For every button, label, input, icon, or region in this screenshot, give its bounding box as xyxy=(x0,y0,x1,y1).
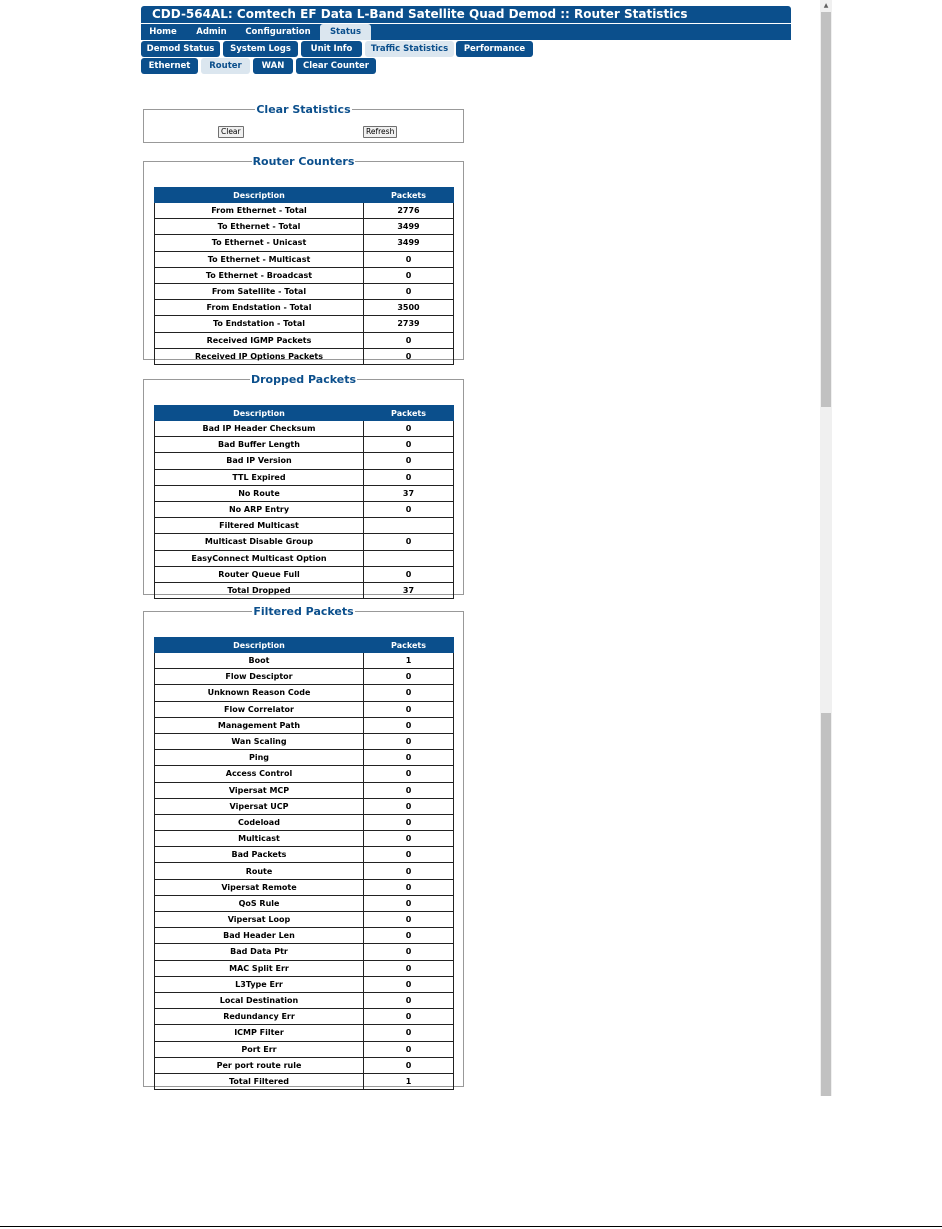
row-description: QoS Rule xyxy=(155,895,364,911)
tab-clear-counter[interactable]: Clear Counter xyxy=(296,58,376,74)
table-row xyxy=(155,332,454,348)
table-row xyxy=(155,251,454,267)
table-row xyxy=(155,582,454,598)
table-row xyxy=(155,534,454,550)
row-packets-value: 0 xyxy=(364,733,454,749)
dropped-packets-body xyxy=(155,421,454,599)
row-packets-value xyxy=(364,550,454,566)
row-packets-value: 0 xyxy=(364,332,454,348)
dropped-packets-legend: Dropped Packets xyxy=(250,373,357,386)
table-row xyxy=(155,669,454,685)
row-description: Vipersat MCP xyxy=(155,782,364,798)
tab-system-logs[interactable]: System Logs xyxy=(223,41,298,57)
table-row xyxy=(155,437,454,453)
row-packets-value: 1 xyxy=(364,1073,454,1089)
row-packets-value: 0 xyxy=(364,992,454,1008)
row-packets-value: 0 xyxy=(364,782,454,798)
table-row xyxy=(155,421,454,437)
table-row xyxy=(155,944,454,960)
row-description: Bad Header Len xyxy=(155,928,364,944)
row-description: Multicast xyxy=(155,831,364,847)
row-description: Received IP Options Packets xyxy=(155,348,364,364)
row-description: Flow Desciptor xyxy=(155,669,364,685)
row-description: Total Filtered xyxy=(155,1073,364,1089)
column-header-packets: Packets xyxy=(364,406,454,421)
row-packets-value: 0 xyxy=(364,912,454,928)
table-row xyxy=(155,1025,454,1041)
table-row xyxy=(155,203,454,219)
tab-home[interactable]: Home xyxy=(141,24,185,40)
row-packets-value: 0 xyxy=(364,1057,454,1073)
refresh-button[interactable]: Refresh xyxy=(363,126,397,138)
tab-ethernet[interactable]: Ethernet xyxy=(141,58,198,74)
row-description: To Ethernet - Broadcast xyxy=(155,267,364,283)
row-description: Redundancy Err xyxy=(155,1009,364,1025)
table-row xyxy=(155,701,454,717)
vertical-scrollbar[interactable] xyxy=(820,0,832,1096)
row-packets-value: 0 xyxy=(364,895,454,911)
router-counters-panel xyxy=(143,155,464,360)
row-packets-value: 3499 xyxy=(364,235,454,251)
tab-performance[interactable]: Performance xyxy=(456,41,533,57)
row-description: Bad IP Header Checksum xyxy=(155,421,364,437)
table-row xyxy=(155,831,454,847)
dropped-packets-table xyxy=(154,405,454,599)
row-description: Access Control xyxy=(155,766,364,782)
tab-status[interactable]: Status xyxy=(320,24,371,40)
row-packets-value: 0 xyxy=(364,1025,454,1041)
row-packets-value: 0 xyxy=(364,863,454,879)
table-row xyxy=(155,976,454,992)
table-row xyxy=(155,501,454,517)
table-row xyxy=(155,518,454,534)
column-header-packets: Packets xyxy=(364,638,454,653)
row-packets-value: 0 xyxy=(364,469,454,485)
table-row xyxy=(155,750,454,766)
tab-admin[interactable]: Admin xyxy=(187,24,236,40)
table-row xyxy=(155,653,454,669)
row-packets-value: 0 xyxy=(364,267,454,283)
table-row xyxy=(155,485,454,501)
table-row xyxy=(155,300,454,316)
router-counters-table xyxy=(154,187,454,365)
row-packets-value: 0 xyxy=(364,501,454,517)
row-description: Route xyxy=(155,863,364,879)
row-packets-value: 3500 xyxy=(364,300,454,316)
row-packets-value: 0 xyxy=(364,685,454,701)
row-packets-value: 2739 xyxy=(364,316,454,332)
table-row xyxy=(155,219,454,235)
row-description: To Ethernet - Multicast xyxy=(155,251,364,267)
table-header-row xyxy=(155,638,454,653)
table-row xyxy=(155,960,454,976)
table-row xyxy=(155,766,454,782)
scroll-up-arrow-icon[interactable]: ▲ xyxy=(823,2,829,9)
row-description: No ARP Entry xyxy=(155,501,364,517)
row-packets-value: 0 xyxy=(364,976,454,992)
tab-unit-info[interactable]: Unit Info xyxy=(301,41,362,57)
row-packets-value: 0 xyxy=(364,251,454,267)
row-packets-value: 0 xyxy=(364,669,454,685)
table-row xyxy=(155,550,454,566)
table-row xyxy=(155,1009,454,1025)
row-packets-value: 0 xyxy=(364,701,454,717)
row-description: Total Dropped xyxy=(155,582,364,598)
tab-demod-status[interactable]: Demod Status xyxy=(141,41,220,57)
table-row xyxy=(155,235,454,251)
row-packets-value: 2776 xyxy=(364,203,454,219)
row-description: TTL Expired xyxy=(155,469,364,485)
row-packets-value: 0 xyxy=(364,566,454,582)
row-description: Bad Data Ptr xyxy=(155,944,364,960)
router-counters-body xyxy=(155,203,454,365)
table-row xyxy=(155,283,454,299)
table-row xyxy=(155,1041,454,1057)
table-row xyxy=(155,814,454,830)
row-description: ICMP Filter xyxy=(155,1025,364,1041)
row-packets-value: 0 xyxy=(364,831,454,847)
column-header-packets: Packets xyxy=(364,188,454,203)
row-description: Vipersat UCP xyxy=(155,798,364,814)
dropped-packets-panel xyxy=(143,373,464,595)
tab-configuration[interactable]: Configuration xyxy=(238,24,318,40)
tab-traffic-statistics[interactable]: Traffic Statistics xyxy=(365,41,454,57)
row-packets-value: 1 xyxy=(364,653,454,669)
row-description: To Ethernet - Unicast xyxy=(155,235,364,251)
table-row xyxy=(155,847,454,863)
table-row xyxy=(155,798,454,814)
row-packets-value: 0 xyxy=(364,928,454,944)
row-packets-value: 0 xyxy=(364,879,454,895)
filtered-packets-body xyxy=(155,653,454,1090)
row-packets-value: 0 xyxy=(364,944,454,960)
clear-button[interactable]: Clear xyxy=(218,126,244,138)
table-row xyxy=(155,685,454,701)
table-header-row xyxy=(155,406,454,421)
row-packets-value: 0 xyxy=(364,750,454,766)
page-title: CDD-564AL: Comtech EF Data L-Band Satellite Quad Demod :: Router Statistics xyxy=(141,6,791,23)
row-packets-value: 0 xyxy=(364,766,454,782)
row-description: From Endstation - Total xyxy=(155,300,364,316)
row-packets-value: 0 xyxy=(364,1041,454,1057)
row-packets-value: 0 xyxy=(364,437,454,453)
row-description: Bad Buffer Length xyxy=(155,437,364,453)
table-row xyxy=(155,863,454,879)
row-packets-value xyxy=(364,518,454,534)
row-description: Ping xyxy=(155,750,364,766)
scrollbar-thumb-lower[interactable] xyxy=(821,713,831,1096)
table-row xyxy=(155,879,454,895)
row-description: Multicast Disable Group xyxy=(155,534,364,550)
table-row xyxy=(155,267,454,283)
row-description: Port Err xyxy=(155,1041,364,1057)
row-description: Boot xyxy=(155,653,364,669)
bottom-divider xyxy=(0,1226,942,1227)
row-description: Bad IP Version xyxy=(155,453,364,469)
table-row xyxy=(155,717,454,733)
row-description: Wan Scaling xyxy=(155,733,364,749)
clear-statistics-legend: Clear Statistics xyxy=(256,103,351,116)
table-row xyxy=(155,453,454,469)
row-description: No Route xyxy=(155,485,364,501)
filtered-packets-table xyxy=(154,637,454,1090)
row-description: Codeload xyxy=(155,814,364,830)
row-description: Management Path xyxy=(155,717,364,733)
row-packets-value: 0 xyxy=(364,283,454,299)
row-description: From Satellite - Total xyxy=(155,283,364,299)
table-row xyxy=(155,1057,454,1073)
scrollbar-thumb[interactable] xyxy=(821,12,831,407)
row-description: Unknown Reason Code xyxy=(155,685,364,701)
row-description: Vipersat Remote xyxy=(155,879,364,895)
column-header-description: Description xyxy=(155,638,364,653)
router-counters-legend: Router Counters xyxy=(252,155,355,168)
table-row xyxy=(155,348,454,364)
table-row xyxy=(155,566,454,582)
row-description: From Ethernet - Total xyxy=(155,203,364,219)
row-description: L3Type Err xyxy=(155,976,364,992)
row-description: Vipersat Loop xyxy=(155,912,364,928)
row-packets-value: 0 xyxy=(364,1009,454,1025)
row-packets-value: 3499 xyxy=(364,219,454,235)
row-packets-value: 37 xyxy=(364,485,454,501)
row-description: Received IGMP Packets xyxy=(155,332,364,348)
row-description: Bad Packets xyxy=(155,847,364,863)
clear-statistics-panel xyxy=(143,103,464,143)
table-row xyxy=(155,782,454,798)
tab-wan[interactable]: WAN xyxy=(253,58,293,74)
row-packets-value: 0 xyxy=(364,960,454,976)
row-description: To Endstation - Total xyxy=(155,316,364,332)
row-packets-value: 0 xyxy=(364,534,454,550)
table-row xyxy=(155,469,454,485)
nav-primary xyxy=(141,24,791,40)
row-description: To Ethernet - Total xyxy=(155,219,364,235)
column-header-description: Description xyxy=(155,188,364,203)
table-row xyxy=(155,733,454,749)
table-row xyxy=(155,316,454,332)
row-description: MAC Split Err xyxy=(155,960,364,976)
row-packets-value: 0 xyxy=(364,421,454,437)
row-packets-value: 0 xyxy=(364,798,454,814)
row-description: Router Queue Full xyxy=(155,566,364,582)
row-description: Flow Correlator xyxy=(155,701,364,717)
table-row xyxy=(155,912,454,928)
row-packets-value: 0 xyxy=(364,348,454,364)
row-packets-value: 37 xyxy=(364,582,454,598)
table-header-row xyxy=(155,188,454,203)
tab-router[interactable]: Router xyxy=(201,58,250,74)
filtered-packets-panel xyxy=(143,605,464,1087)
filtered-packets-legend: Filtered Packets xyxy=(253,605,354,618)
row-packets-value: 0 xyxy=(364,814,454,830)
table-row xyxy=(155,928,454,944)
row-packets-value: 0 xyxy=(364,847,454,863)
row-description: EasyConnect Multicast Option xyxy=(155,550,364,566)
row-packets-value: 0 xyxy=(364,717,454,733)
row-description: Filtered Multicast xyxy=(155,518,364,534)
table-row xyxy=(155,895,454,911)
row-packets-value: 0 xyxy=(364,453,454,469)
table-row xyxy=(155,1073,454,1089)
table-row xyxy=(155,992,454,1008)
column-header-description: Description xyxy=(155,406,364,421)
row-description: Per port route rule xyxy=(155,1057,364,1073)
row-description: Local Destination xyxy=(155,992,364,1008)
